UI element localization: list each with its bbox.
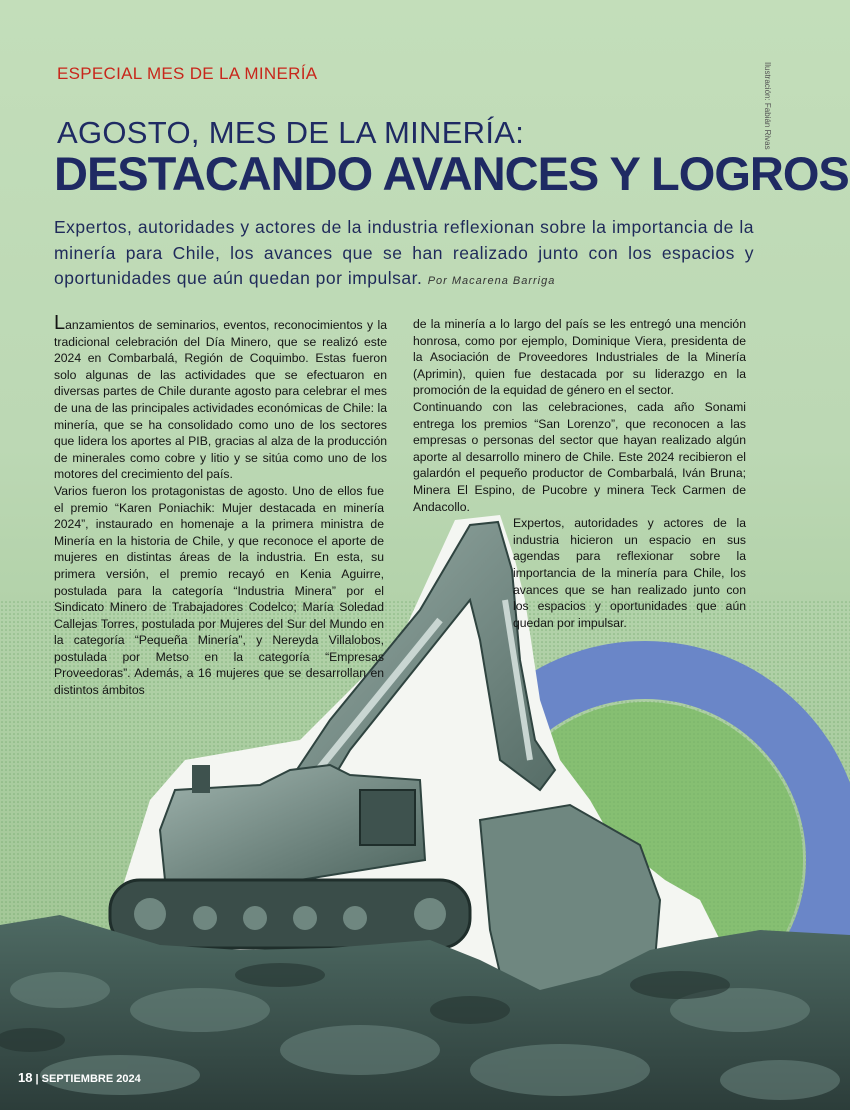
exhaust-stack [192,765,210,793]
drop-cap: L [54,312,66,334]
illustration-credit: Ilustración: Fabián Rivas [763,62,772,150]
issue-date: SEPTIEMBRE 2024 [41,1073,141,1085]
body-paragraph-5: Expertos, autoridades y actores de la industria hicieron un espacio en sus agendas para reflexionar sobre la importancia de la minería para Chile, los avances que se han realizado junto con los espacios y oportunidades que aún quedan por impulsar. [513,516,746,630]
body-paragraph-4: Continuando con las celebraciones, cada año Sonami entrega los premios “San Lorenzo”, que reconocen a las empresas o personas del sector que hayan realizado algún aporte al desarrollo minero de Chile. Este 2024 recibieron el galardón el pequeño productor de Combarbalá, Iván Bruna; Minera El Espino, de Pucobre y minera Teck Carmen de Andacollo. [413,399,746,514]
body-paragraph-3: de la minería a lo largo del país se les entregó una mención honrosa, como por ejemplo, Dominique Viera, presidenta de la Asociación de Proveedores Industriales de la Minería (Aprimin), quien fue destacada por su liderazgo en la promoción de la equidad de género en el sector. [413,317,746,398]
section-label: ESPECIAL MES DE LA MINERÍA [57,64,318,83]
body-column-left [54,312,387,699]
lead-text: Expertos, autoridades y actores de la industria reflexionan sobre la importancia de la minería para Chile, los avances que se han realizado junto con los espacios y oportunidades que aún quedan por impulsar. [54,217,754,288]
page-folio [18,1070,141,1085]
byline: Por Macarena Barriga [427,275,556,287]
headline: DESTACANDO AVANCES Y LOGROS [54,147,849,200]
body-column-right [413,316,746,631]
lead-paragraph [54,215,754,295]
cab-window [360,790,415,845]
body-paragraph-2: Varios fueron los protagonistas de agosto. Uno de ellos fue el premio “Karen Poniachik: Mujer destacada en minería 2024”, instaurado en homenaje a la primera ministra de Minería en la historia de Chile, y que reconoce el aporte de mujeres en distintas áreas de la industria. En esta, su primera versión, el premio recayó en Kenia Aguirre, postulada para la categoría “Industria Minera” por el Sindicato Minero de Trabajadores Codelco; María Soledad Callejas Torres, postulada por Mujeres del Sur del Mundo en la categoría “Pequeña Minería”, y Nereyda Villalobos, postulada por Metso en la categoría “Empresas Proveedoras”. Además, a 16 mujeres que se desarrollan en distintos ámbitos [54,483,384,698]
page-number: 18 [18,1070,33,1085]
folio-separator: | [35,1073,39,1085]
headline-kicker: AGOSTO, MES DE LA MINERÍA: [57,115,525,150]
body-paragraph-1: Lanzamientos de seminarios, eventos, reconocimientos y la tradicional celebración del Día Minero, que se realizó este 2024 en Combarbalá, Región de Coquimbo. Estas fueron solo algunas de las actividades que se efectuaron en diversas partes de Chile durante agosto para celebrar el mes de una de las principales actividades económicas de Chile: la minería, que se ha consolidado como uno de los sectores que lidera los aportes al PIB, gracias al alza de la producción de minerales como cobre y litio y se sitúa como uno de los motores del crecimiento del país. [54,312,387,482]
